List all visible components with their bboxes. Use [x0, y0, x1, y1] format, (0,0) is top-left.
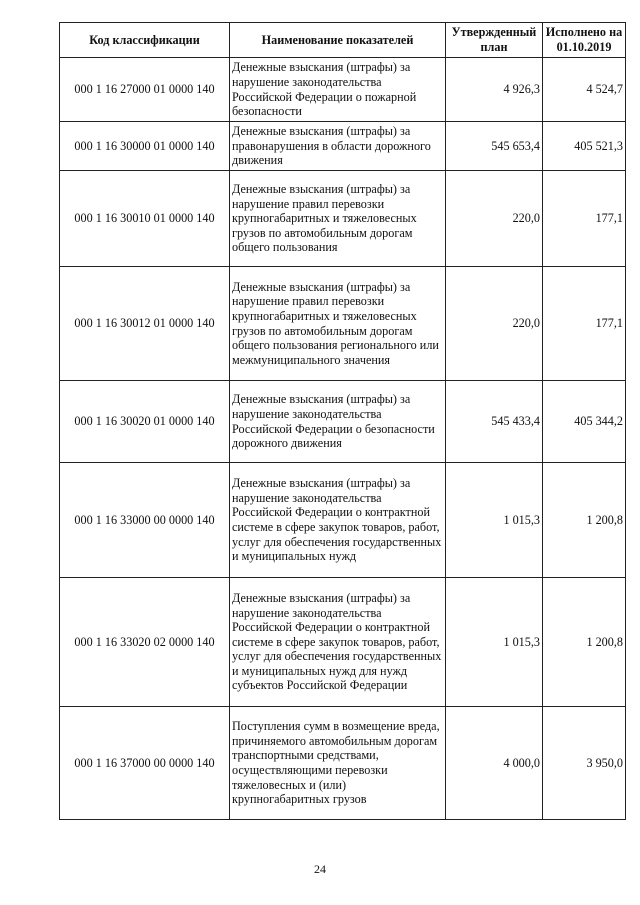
- row-name: Денежные взыскания (штрафы) за нарушение правил перевозки крупногабаритных и тяжеловесных грузов по автомобильным дорогам общего пользования: [230, 171, 446, 267]
- row-code: 000 1 16 37000 00 0000 140: [60, 707, 230, 820]
- row-code: 000 1 16 30020 01 0000 140: [60, 381, 230, 463]
- table-row: [60, 381, 626, 463]
- table-row: [60, 58, 626, 122]
- row-executed: 177,1: [543, 171, 626, 267]
- header-code: Код классификации: [60, 23, 230, 58]
- row-code: 000 1 16 30010 01 0000 140: [60, 171, 230, 267]
- row-plan: 220,0: [446, 267, 543, 381]
- row-executed: 4 524,7: [543, 58, 626, 122]
- revenue-table: [59, 22, 626, 820]
- table-row: [60, 463, 626, 578]
- row-code: 000 1 16 33000 00 0000 140: [60, 463, 230, 578]
- row-code: 000 1 16 30012 01 0000 140: [60, 267, 230, 381]
- table-row: [60, 578, 626, 707]
- row-code: 000 1 16 30000 01 0000 140: [60, 122, 230, 171]
- row-plan: 545 433,4: [446, 381, 543, 463]
- row-executed: 177,1: [543, 267, 626, 381]
- row-name: Денежные взыскания (штрафы) за правонарушения в области дорожного движения: [230, 122, 446, 171]
- row-plan: 1 015,3: [446, 463, 543, 578]
- table-header-row: [60, 23, 626, 58]
- row-executed: 1 200,8: [543, 463, 626, 578]
- row-plan: 4 000,0: [446, 707, 543, 820]
- row-plan: 220,0: [446, 171, 543, 267]
- row-name: Денежные взыскания (штрафы) за нарушение законодательства Российской Федерации о пожарной безопасности: [230, 58, 446, 122]
- table-row: [60, 267, 626, 381]
- row-plan: 4 926,3: [446, 58, 543, 122]
- row-executed: 3 950,0: [543, 707, 626, 820]
- table-row: [60, 707, 626, 820]
- table-row: [60, 171, 626, 267]
- row-executed: 1 200,8: [543, 578, 626, 707]
- row-plan: 1 015,3: [446, 578, 543, 707]
- page-number: 24: [314, 862, 326, 876]
- row-plan: 545 653,4: [446, 122, 543, 171]
- row-executed: 405 344,2: [543, 381, 626, 463]
- header-name: Наименование показателей: [230, 23, 446, 58]
- row-name: Денежные взыскания (штрафы) за нарушение законодательства Российской Федерации о контрактной системе в сфере закупок товаров, работ, услуг для обеспечения государственных и муниципальных нужд для нужд субъектов Российской Федерации: [230, 578, 446, 707]
- row-executed: 405 521,3: [543, 122, 626, 171]
- row-name: Денежные взыскания (штрафы) за нарушение законодательства Российской Федерации о контрактной системе в сфере закупок товаров, работ, услуг для обеспечения государственных и муниципальных нужд: [230, 463, 446, 578]
- row-code: 000 1 16 33020 02 0000 140: [60, 578, 230, 707]
- row-name: Денежные взыскания (штрафы) за нарушение правил перевозки крупногабаритных и тяжеловесных грузов по автомобильным дорогам общего пользования регионального или межмуниципального значения: [230, 267, 446, 381]
- row-name: Денежные взыскания (штрафы) за нарушение законодательства Российской Федерации о безопасности дорожного движения: [230, 381, 446, 463]
- header-plan: Утвержденный план: [446, 23, 543, 58]
- header-executed: Исполнено на 01.10.2019: [543, 23, 626, 58]
- table-row: [60, 122, 626, 171]
- row-name: Поступления сумм в возмещение вреда, причиняемого автомобильным дорогам транспортными средствами, осуществляющими перевозки тяжеловесных и (или) крупногабаритных грузов: [230, 707, 446, 820]
- row-code: 000 1 16 27000 01 0000 140: [60, 58, 230, 122]
